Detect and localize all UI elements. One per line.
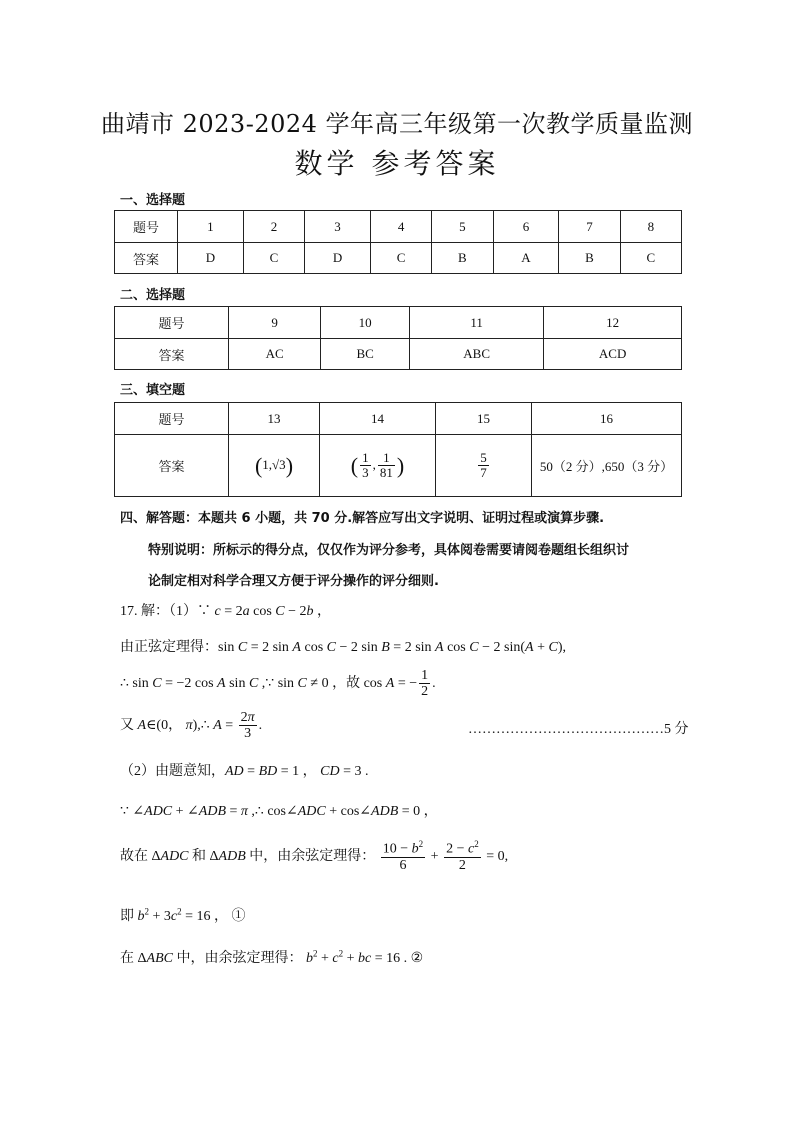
table-row-answers	[115, 243, 682, 274]
solution-text: 即	[120, 909, 134, 924]
solution-text: 又	[120, 718, 134, 734]
answer-cell: B	[432, 243, 493, 274]
solution-text: 由正弦定理得：	[120, 640, 218, 655]
solution-text: 中，由余弦定理得：	[249, 848, 376, 864]
answer-cell: AC	[229, 339, 321, 370]
answer-cell: BC	[321, 339, 410, 370]
formula: $b^2 + c^2$ + bc = 16 .	[305, 948, 411, 966]
document-subtitle: 数学 参考答案	[294, 147, 500, 180]
answer-cell: A	[493, 243, 559, 274]
question-number: 13	[229, 403, 320, 435]
question-number: 16	[532, 403, 682, 435]
solution-line-3	[120, 668, 436, 700]
choice-answer-table	[114, 210, 682, 274]
answer-formula-13: (1,√3)	[229, 435, 320, 497]
row-label-question: 题号	[115, 307, 229, 339]
answer-cell: C	[620, 243, 681, 274]
question-number: 10	[321, 307, 410, 339]
document-title: 曲靖市 2023-2024 学年高三年级第一次教学质量监测	[100, 110, 694, 138]
section-heading-solutions: 四、解答题：本题共 6 小题，共 70 分.解答应写出文字说明、证明过程或演算步骤.	[120, 511, 605, 526]
solution-text: 17. 解：（1）	[120, 604, 197, 619]
solution-line-4	[120, 710, 262, 742]
equation-marker: ①	[231, 909, 246, 924]
score-marker: ……………………………………5 分	[468, 722, 689, 737]
equation-marker: ②	[410, 951, 424, 966]
table-row-questions	[115, 403, 682, 435]
answer-formula-14: ( $\frac{1}{3}$ , $\frac{1}{81}$ )	[320, 435, 436, 497]
table-row-answers	[115, 339, 682, 370]
solution-line-5	[120, 760, 369, 780]
special-note-line-1: 特别说明：所标示的得分点，仅仅作为评分参考，具体阅卷需要请阅卷题组长组织讨	[148, 543, 630, 558]
question-number: 14	[320, 403, 436, 435]
solution-text: 故在	[120, 848, 148, 864]
answer-cell: ACD	[544, 339, 682, 370]
solution-line-6	[120, 800, 438, 820]
section-heading-fill-blank: 三、填空题	[120, 383, 186, 398]
formula: ∴ sin C = −2 cos A sin C ,∵ sin C ≠ 0 ，	[120, 676, 347, 692]
question-number: 6	[493, 211, 559, 243]
answer-cell: D	[178, 243, 244, 274]
solution-line-9	[120, 947, 423, 967]
formula: ΔADC	[148, 848, 189, 864]
question-number: 5	[432, 211, 493, 243]
answer-formula-15: $\frac{5}{7}$	[436, 435, 532, 497]
question-number: 7	[559, 211, 620, 243]
question-number: 4	[370, 211, 431, 243]
row-label-question: 题号	[115, 211, 178, 243]
answer-cell: D	[305, 243, 371, 274]
formula: A∈(0， π),∴ A = $\frac{2\pi}{3}$ .	[137, 710, 263, 742]
section-heading-multi-choice: 二、选择题	[120, 288, 186, 303]
formula: ∵ c = 2a cos C − 2b ，	[197, 604, 332, 619]
special-note-line-2: 论制定相对科学合理又方便于评分操作的评分细则.	[148, 574, 439, 589]
answer-cell: 50（2 分）,650（3 分）	[532, 435, 682, 497]
solution-line-8	[120, 905, 246, 925]
question-number: 1	[178, 211, 244, 243]
formula: sin C = 2 sin A cos C − 2 sin B = 2 sin A cos C − 2 sin(A + C),	[218, 640, 566, 655]
table-row-questions	[115, 307, 682, 339]
row-label-answer: 答案	[115, 243, 178, 274]
formula: $\frac{10 - b^2}{6}$ + $\frac{2 - c^2}{2}$ = 0,	[382, 839, 509, 874]
solution-line-7	[120, 840, 508, 873]
answer-cell: B	[559, 243, 620, 274]
formula: ΔADB	[206, 848, 246, 864]
answer-cell: C	[243, 243, 304, 274]
section-heading-choice: 一、选择题	[120, 193, 186, 208]
answer-cell: ABC	[410, 339, 544, 370]
question-number: 9	[229, 307, 321, 339]
row-label-answer: 答案	[115, 339, 229, 370]
solution-text: 和	[192, 848, 207, 864]
formula: $b^2 + 3c^2 = 16$ ，	[137, 906, 232, 924]
solution-text: 中，由余弦定理得：	[176, 951, 303, 966]
table-row-answers	[115, 435, 682, 497]
solution-text: 在	[120, 951, 134, 966]
row-label-answer: 答案	[115, 435, 229, 497]
question-number: 15	[436, 403, 532, 435]
solution-line-1	[120, 600, 331, 620]
formula: ΔABC	[134, 951, 173, 966]
question-number: 3	[305, 211, 371, 243]
fill-blank-answer-table	[114, 402, 682, 497]
solution-text: 故	[346, 676, 361, 692]
formula: AD = BD = 1 ， CD = 3 .	[225, 764, 369, 779]
answer-cell: C	[370, 243, 431, 274]
table-row-questions	[115, 211, 682, 243]
solution-text: （2）由题意知，	[120, 764, 225, 779]
question-number: 2	[243, 211, 304, 243]
question-number: 12	[544, 307, 682, 339]
multi-choice-answer-table	[114, 306, 682, 370]
row-label-question: 题号	[115, 403, 229, 435]
question-number: 11	[410, 307, 544, 339]
formula: cos A = − $\frac{1}{2}$ .	[360, 668, 436, 700]
formula: ∵ ∠ADC + ∠ADB = π ,∴ cos∠ADC + cos∠ADB = 0 ，	[120, 804, 438, 819]
solution-line-2	[120, 636, 566, 656]
question-number: 8	[620, 211, 681, 243]
